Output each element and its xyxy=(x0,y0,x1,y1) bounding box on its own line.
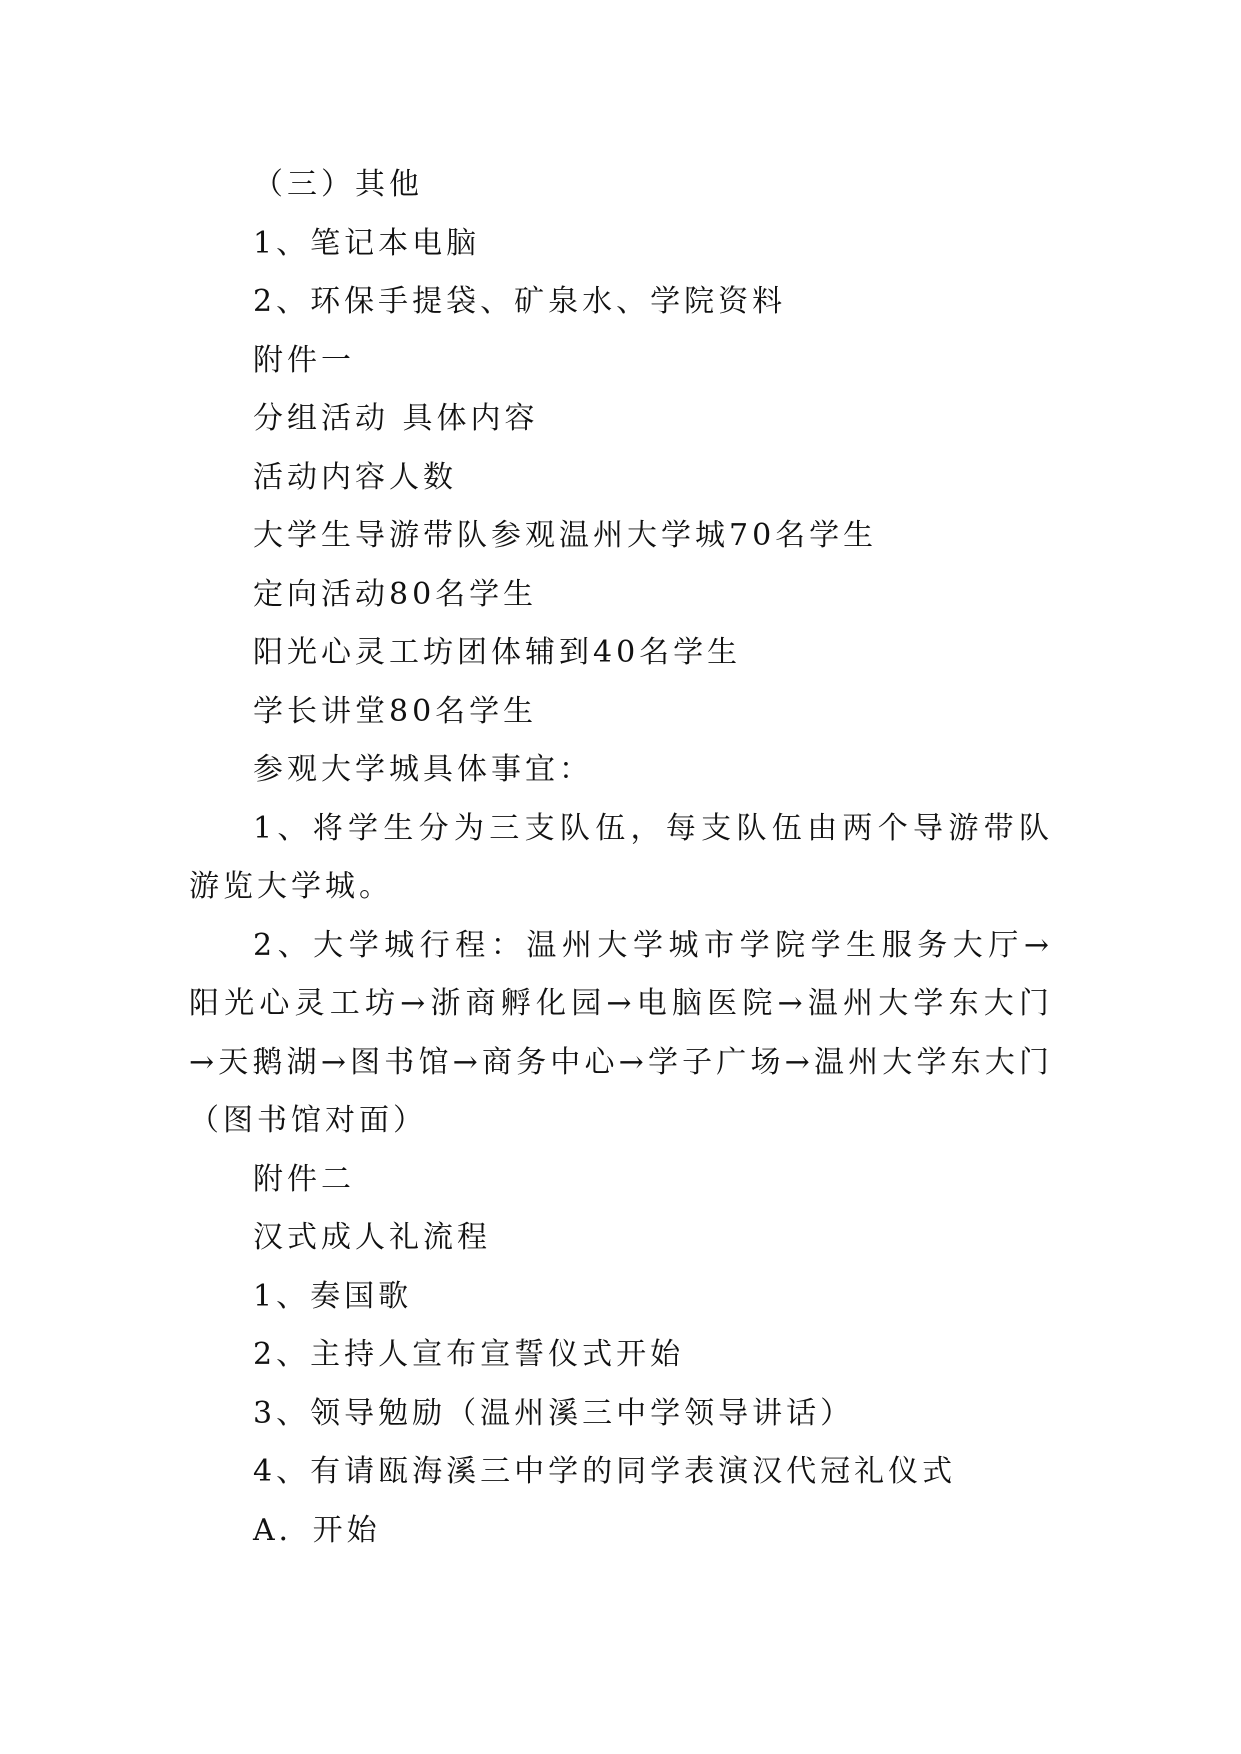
text-line: 学长讲堂80名学生 xyxy=(253,693,538,729)
paragraph-itinerary: 2、大学城行程：温州大学城市学院学生服务大厅→阳光心灵工坊→浙商孵化园→电脑医院→温州大学东大门→天鹅湖→图书馆→商务中心→学子广场→温州大学东大门（图书馆对面） xyxy=(189,927,1053,1138)
list-item: 2、环保手提袋、矿泉水、学院资料 xyxy=(253,284,787,319)
list-item: 2、主持人宣布宣誓仪式开始 xyxy=(253,1337,685,1372)
list-item: A．开始 xyxy=(253,1512,381,1548)
list-item: 1、笔记本电脑 xyxy=(253,225,481,261)
text-line: 分组活动 具体内容 xyxy=(253,401,539,436)
paragraph-team-division: 1、将学生分为三支队伍，每支队伍由两个导游带队游览大学城。 xyxy=(189,810,1053,904)
appendix-heading-2: 附件二 xyxy=(253,1161,355,1197)
text-line: 参观大学城具体事宜： xyxy=(253,752,593,787)
text-line: 阳光心灵工坊团体辅到40名学生 xyxy=(253,635,742,670)
text-line: 活动内容人数 xyxy=(253,459,457,495)
text-line: 定向活动80名学生 xyxy=(253,576,538,612)
list-item: 3、领导勉励（温州溪三中学领导讲话） xyxy=(253,1395,855,1431)
text-line: 大学生导游带队参观温州大学城70名学生 xyxy=(253,518,878,553)
document-body xyxy=(189,156,1053,1560)
section-heading-other: （三）其他 xyxy=(253,167,423,202)
list-item: 1、奏国歌 xyxy=(253,1278,413,1314)
ceremony-title: 汉式成人礼流程 xyxy=(253,1220,491,1255)
list-item: 4、有请瓯海溪三中学的同学表演汉代冠礼仪式 xyxy=(253,1454,957,1489)
appendix-heading-1: 附件一 xyxy=(253,342,355,378)
